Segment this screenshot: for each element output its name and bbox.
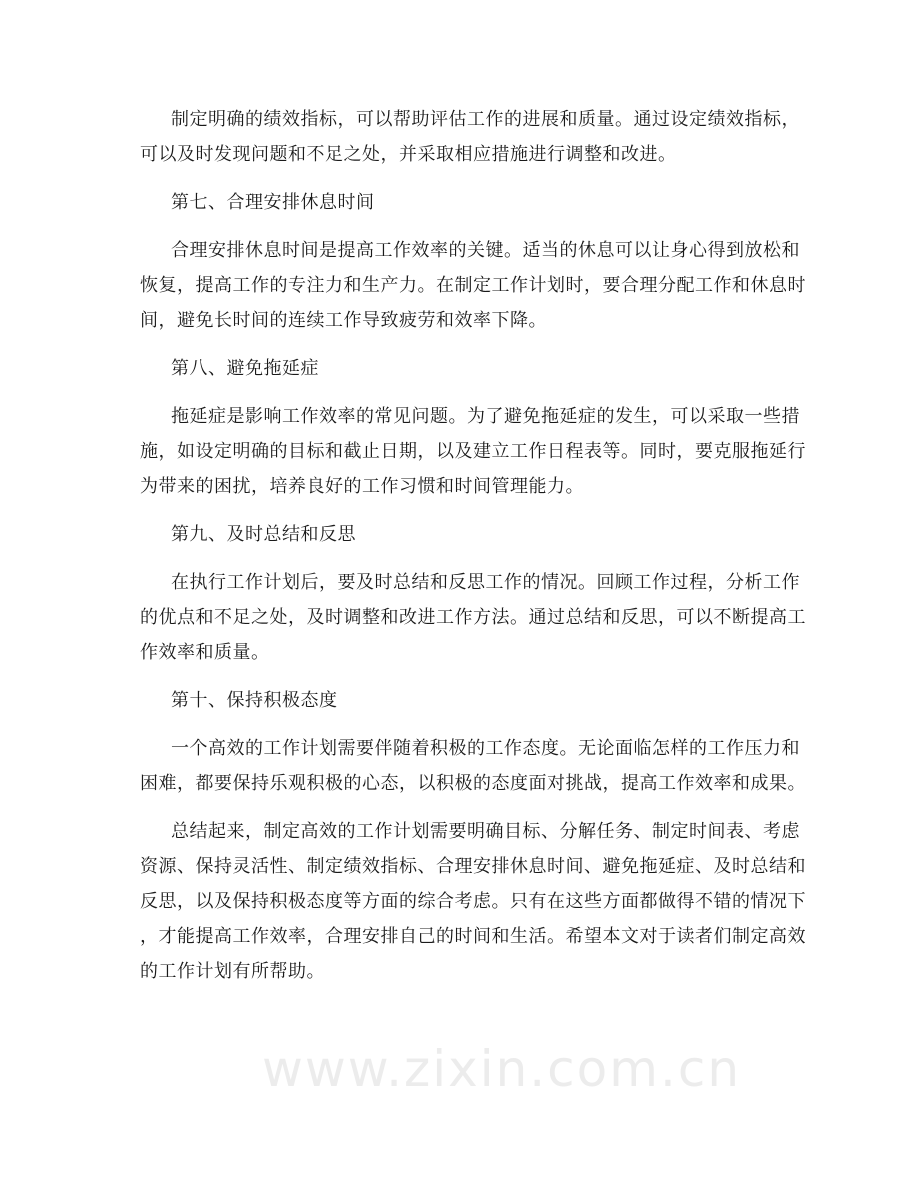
section-heading: [140, 351, 780, 386]
watermark: www.zixin.com.cn: [262, 1040, 742, 1098]
paragraph: [140, 102, 800, 172]
document-body: [140, 102, 806, 1002]
paragraph: [140, 731, 806, 801]
text-line: 可以及时发现问题和不足之处，并采取相应措施进行调整和改进。: [140, 144, 677, 165]
text-line: 第七、合理安排休息时间: [171, 192, 375, 213]
section-heading: [140, 185, 780, 220]
paragraph: [140, 233, 806, 338]
section-heading: [140, 683, 780, 718]
text-line: 第八、避免拖延症: [171, 358, 319, 379]
text-line: 施，如设定明确的目标和截止日期，以及建立工作日程表等。同时，要克服拖延行: [140, 441, 806, 462]
text-line: 资源、保持灵活性、制定绩效指标、合理安排休息时间、避免拖延症、及时总结和: [140, 856, 806, 877]
text-line: 恢复，提高工作的专注力和生产力。在制定工作计划时，要合理分配工作和休息时: [140, 275, 806, 296]
text-line: 合理安排休息时间是提高工作效率的关键。适当的休息可以让身心得到放松和: [171, 240, 800, 261]
text-line: 间，避免长时间的连续工作导致疲劳和效率下降。: [140, 310, 547, 331]
text-line: 在执行工作计划后，要及时总结和反思工作的情况。回顾工作过程，分析工作: [171, 572, 800, 593]
text-line: 为带来的困扰，培养良好的工作习惯和时间管理能力。: [140, 476, 584, 497]
paragraph: [140, 399, 806, 504]
text-line: 的优点和不足之处，及时调整和改进工作方法。通过总结和反思，可以不断提高工: [140, 607, 806, 628]
text-line: 困难，都要保持乐观积极的心态，以积极的态度面对挑战，提高工作效率和成果。: [140, 773, 806, 794]
text-line: 总结起来，制定高效的工作计划需要明确目标、分解任务、制定时间表、考虑: [171, 821, 800, 842]
text-line: 一个高效的工作计划需要伴随着积极的工作态度。无论面临怎样的工作压力和: [171, 738, 800, 759]
text-line: 第十、保持积极态度: [171, 690, 338, 711]
text-line: 的工作计划有所帮助。: [140, 961, 325, 982]
text-line: 第九、及时总结和反思: [171, 524, 356, 545]
paragraph: [140, 814, 806, 989]
paragraph: [140, 565, 806, 670]
text-line: ，才能提高工作效率，合理安排自己的时间和生活。希望本文对于读者们制定高效: [140, 926, 806, 947]
text-line: 作效率和质量。: [140, 642, 270, 663]
text-line: 反思，以及保持积极态度等方面的综合考虑。只有在这些方面都做得不错的情况下: [140, 891, 806, 912]
text-line: 拖延症是影响工作效率的常见问题。为了避免拖延症的发生，可以采取一些措: [171, 406, 800, 427]
text-line: 制定明确的绩效指标，可以帮助评估工作的进展和质量。通过设定绩效指标，: [171, 109, 800, 130]
section-heading: [140, 517, 780, 552]
